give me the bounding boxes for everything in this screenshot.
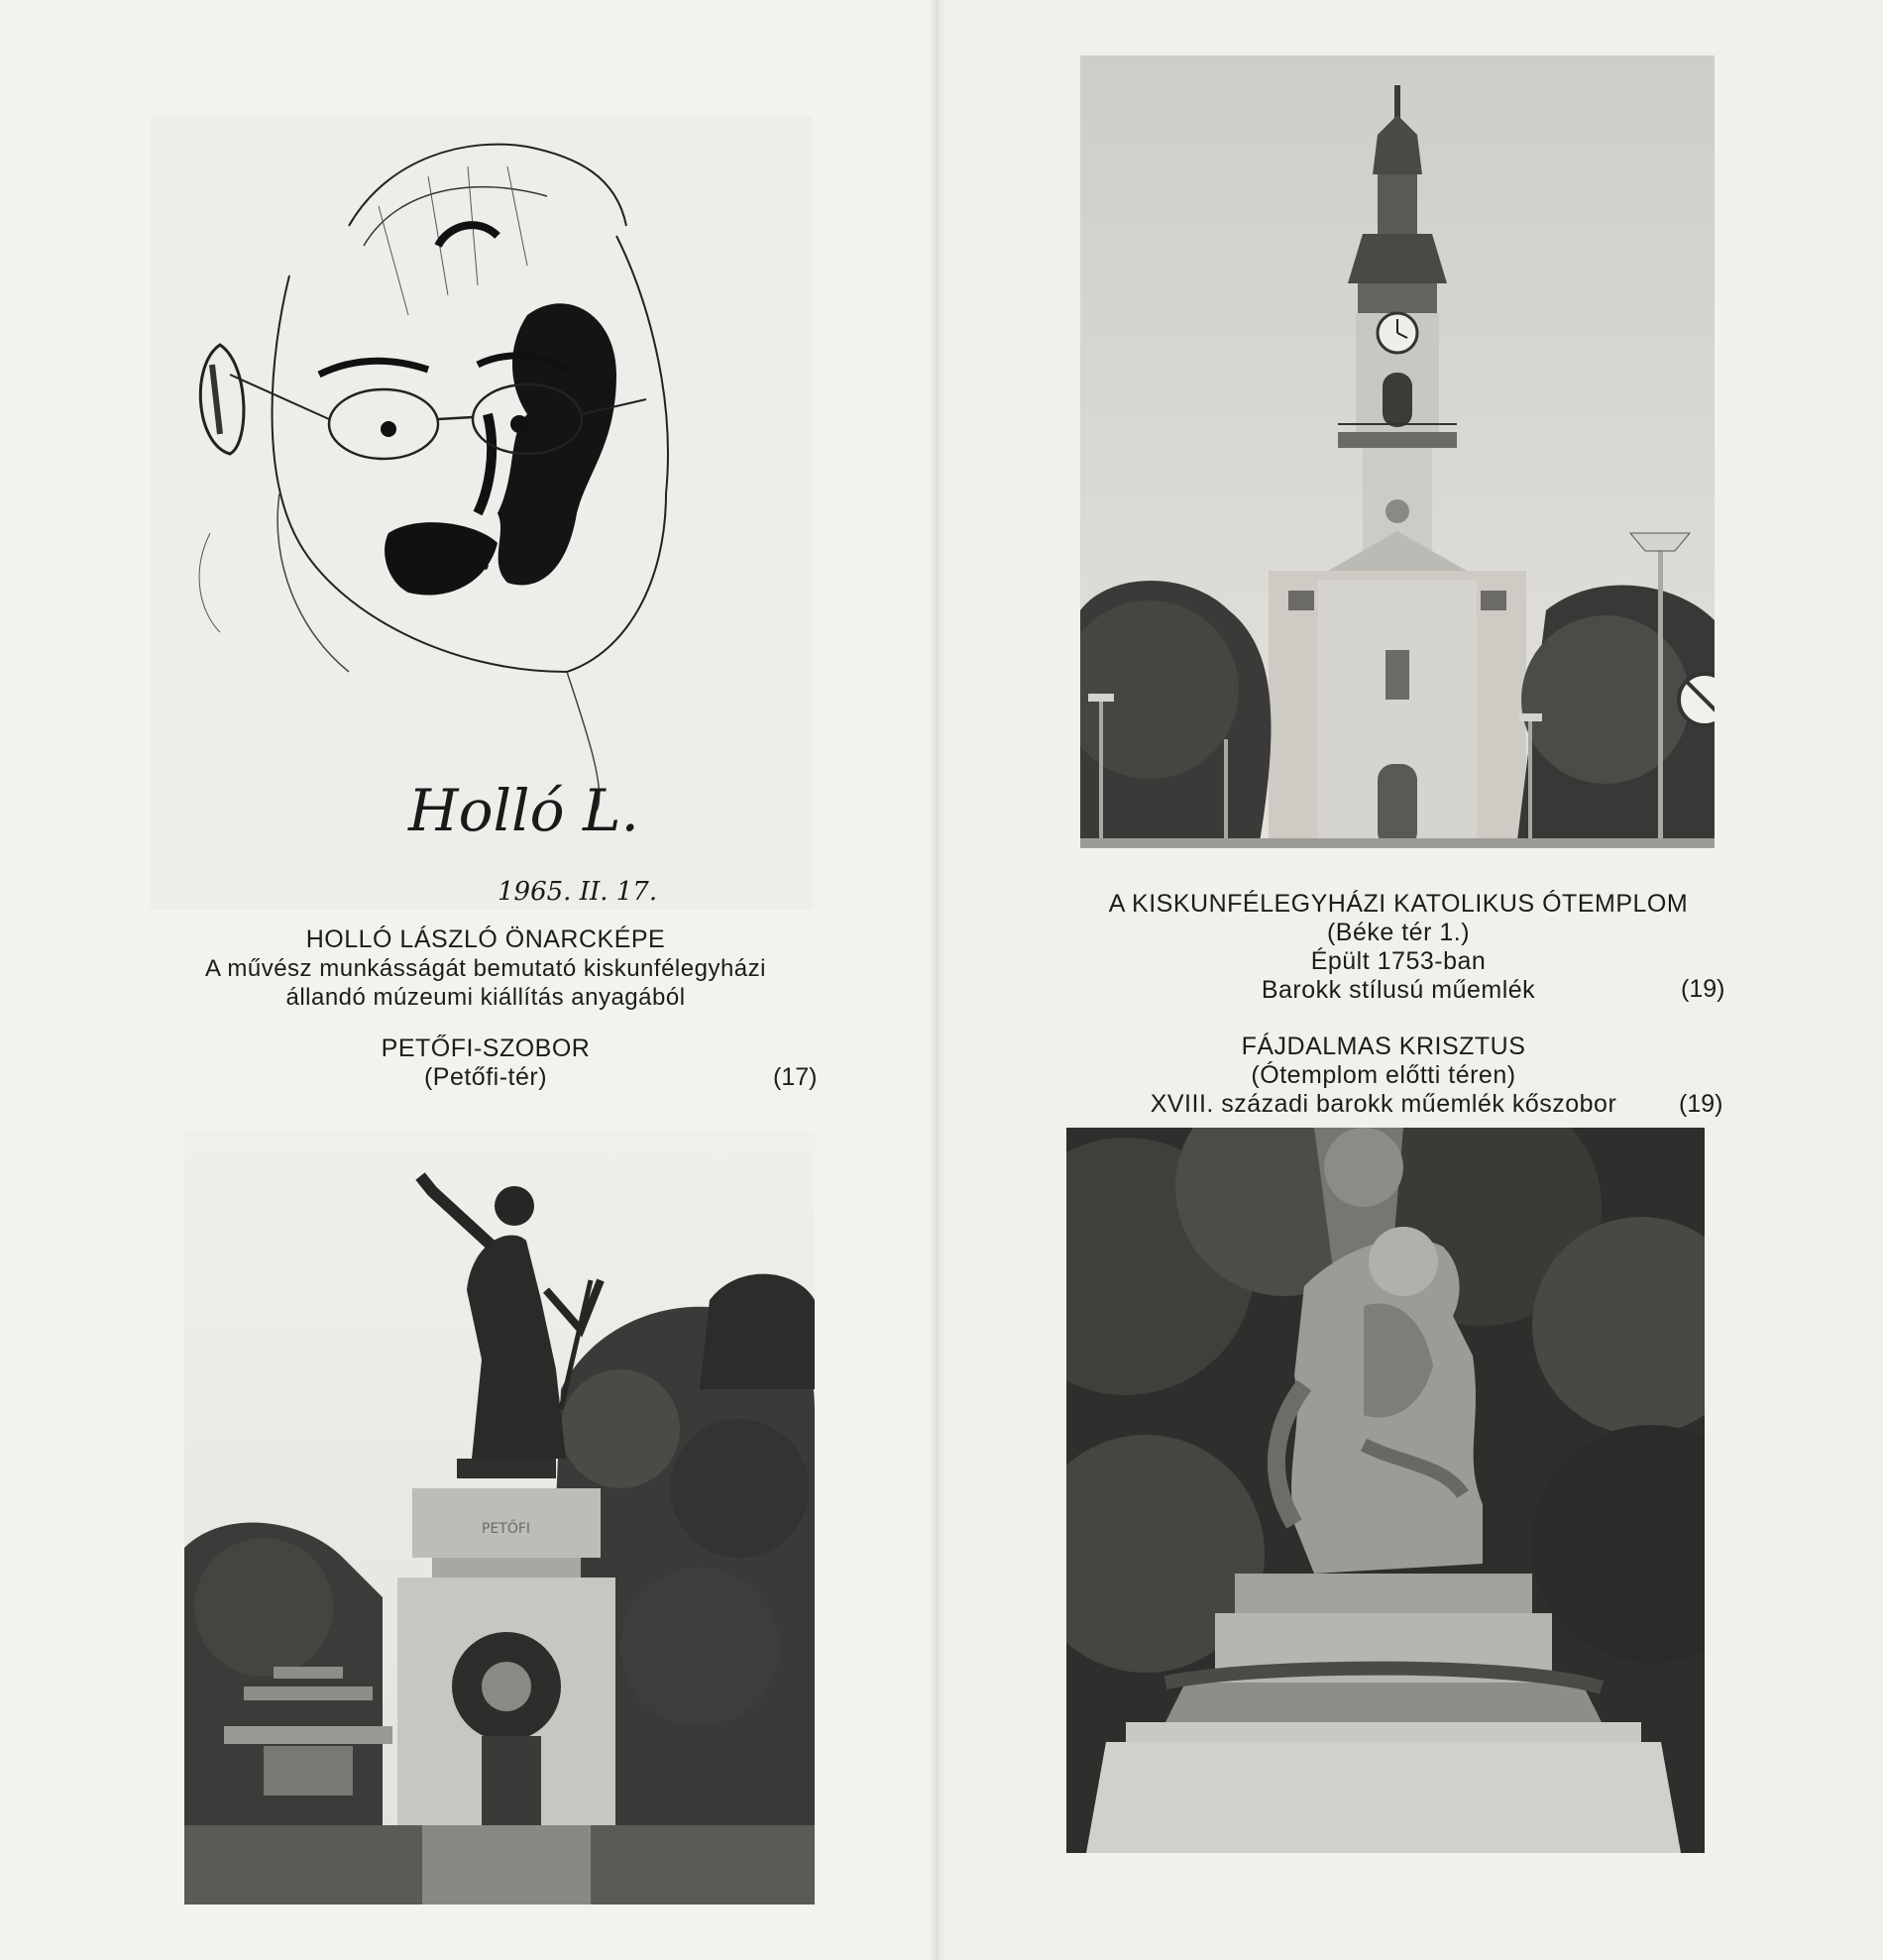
self-portrait-desc-line2: állandó múzeumi kiállítás anyagából — [285, 984, 686, 1011]
drawing-date: 1965. II. 17. — [498, 877, 658, 907]
self-portrait-caption — [139, 926, 832, 1012]
christ-description: XVIII. századi barokk műemlék kőszobor — [1150, 1090, 1617, 1118]
church-title: A KISKUNFÉLEGYHÁZI KATOLIKUS ÓTEMPLOM — [1108, 890, 1689, 918]
right-page — [938, 0, 1883, 1960]
old-church-photo — [1080, 55, 1715, 848]
church-address: (Béke tér 1.) — [1326, 919, 1471, 946]
petofi-title: PETŐFI-SZOBOR — [381, 1034, 591, 1062]
christ-statue-caption — [1106, 1033, 1661, 1119]
book-spine — [928, 0, 945, 1960]
church-style: Barokk stílusú műemlék — [1261, 976, 1536, 1004]
self-portrait-desc-line1: A művész munkásságát bemutató kiskunfélegyházi — [205, 955, 766, 982]
christ-location: (Ótemplom előtti téren) — [1251, 1061, 1516, 1089]
pedestal-inscription: PETŐFI — [482, 1521, 531, 1537]
suffering-christ-photo — [1066, 1128, 1705, 1853]
petofi-caption — [327, 1034, 644, 1092]
christ-page-ref: (19) — [1679, 1090, 1723, 1118]
self-portrait-drawing — [151, 117, 813, 910]
left-page — [0, 0, 938, 1960]
petofi-page-ref: (17) — [773, 1063, 818, 1091]
church-caption — [1066, 890, 1730, 1005]
signature-text: Holló L. — [408, 777, 639, 844]
petofi-statue-photo — [184, 1132, 815, 1905]
petofi-location: (Petőfi-tér) — [423, 1063, 548, 1091]
christ-title: FÁJDALMAS KRISZTUS — [1241, 1033, 1526, 1060]
church-page-ref: (19) — [1681, 975, 1725, 1003]
church-built: Épült 1753-ban — [1310, 947, 1487, 975]
self-portrait-title: HOLLÓ LÁSZLÓ ÖNARCKÉPE — [305, 926, 666, 953]
